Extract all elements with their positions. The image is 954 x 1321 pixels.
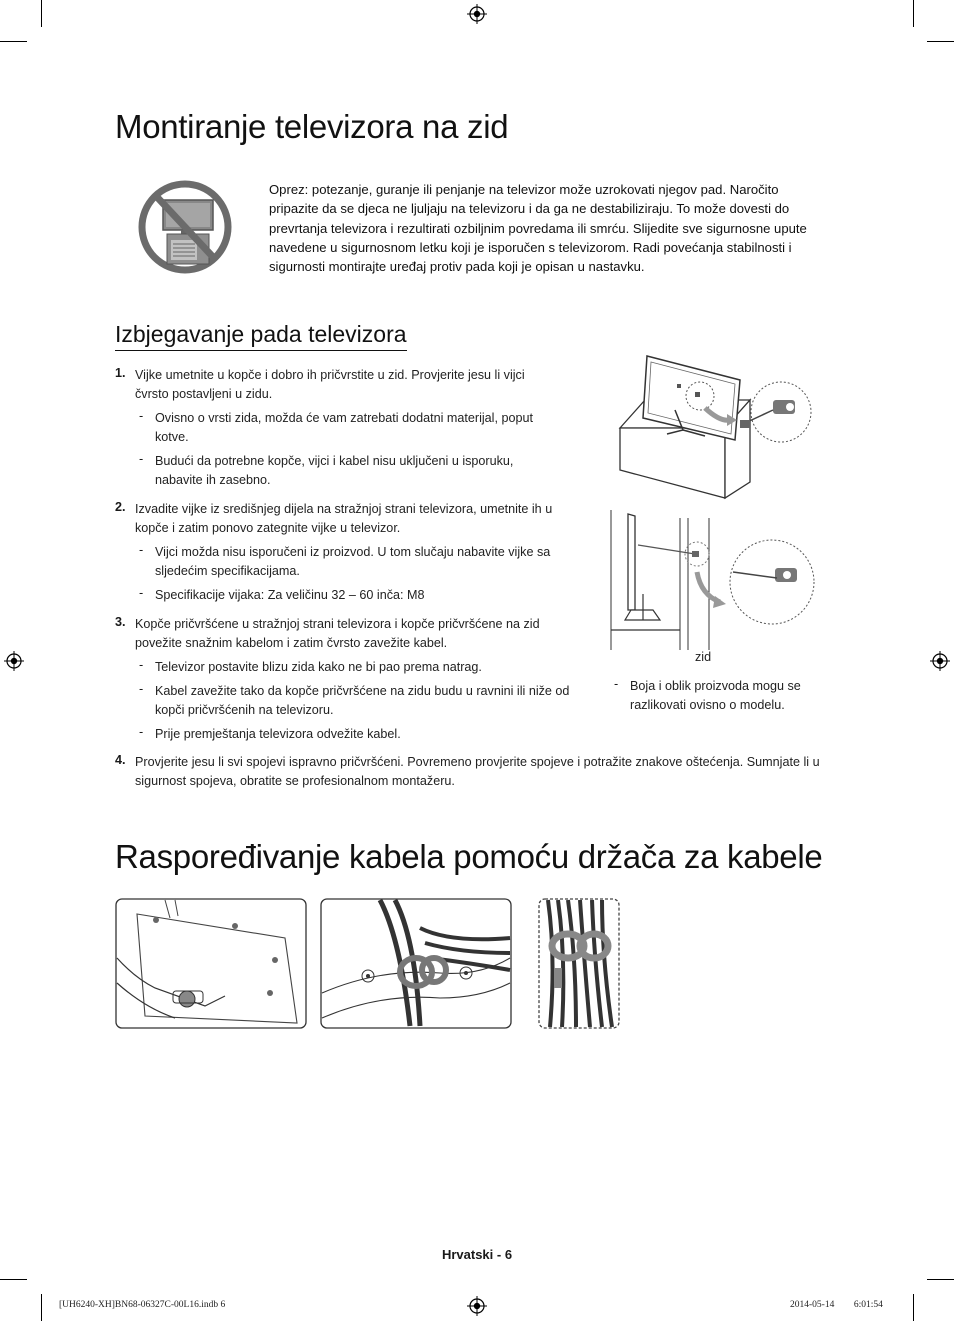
wall-label: zid	[695, 650, 712, 664]
print-slug-filename: [UH6240-XH]BN68-06327C-00L16.indb 6	[59, 1300, 226, 1310]
crop-mark	[0, 1279, 27, 1280]
step-text: Vijke umetnite u kopče i dobro ih pričvrstite u zid. Provjerite jesu li vijci čvrsto postavljeni u zidu.	[135, 368, 525, 401]
tv-stand-anchor-illustration	[605, 350, 835, 510]
note-dash: -	[139, 452, 144, 466]
step-number: 1.	[115, 366, 126, 380]
print-slug-timestamp: 2014-05-14 ￿￿ 6:01:54	[790, 1300, 883, 1310]
step-text: Izvadite vijke iz središnjeg dijela na stražnjoj strani televizora, umetnite ih u kopče i zatim ponovo zategnite vijke u televizor.	[135, 502, 553, 535]
figure-note: Boja i oblik proizvoda mogu se razlikovati ovisno o modelu.	[630, 679, 801, 712]
crop-mark	[913, 0, 914, 27]
step-number: 3.	[115, 615, 126, 629]
step-note: Prije premještanja televizora odvežite kabel.	[155, 727, 401, 741]
crop-mark	[927, 41, 954, 42]
section-subtitle: Izbjegavanje pada televizora	[115, 321, 407, 351]
crop-mark	[927, 1279, 954, 1280]
registration-mark-icon	[4, 651, 24, 671]
step-note: Televizor postavite blizu zida kako ne bi pao prema natrag.	[155, 660, 482, 674]
note-dash: -	[139, 586, 144, 600]
step-note: Ovisno o vrsti zida, možda će vam zatrebati dodatni materijal, poput kotve.	[155, 411, 533, 444]
registration-mark-icon	[467, 4, 487, 24]
cable-holder-step-1-image	[115, 898, 307, 1029]
step-note: Budući da potrebne kopče, vijci i kabel nisu uključeni u isporuku, nabavite ih zasebno.	[155, 454, 514, 487]
safety-warning-text: Oprez: potezanje, guranje ili penjanje na televizor može uzrokovati njegov pad. Naročito pripazite da se djeca ne ljuljaju na televizoru i da ga ne destabiliziraju. To može dovesti do prevrtanja televizora i rezultirati ozbiljnim povredama ili smrću. Slijedite sve sigurnosne upute navedene u sigurnosnom letku koji je isporučen s televizorom. Radi povećanja stabilnosti i sigurnosti montirajte uređaj protiv pada koji je opisan u nastavku.	[269, 182, 807, 275]
step-note: Specifikacije vijaka: Za veličinu 32 – 60 inča: M8	[155, 588, 425, 602]
step-text: Kopče pričvršćene u stražnjoj strani televizora i kopče pričvršćene na zid povežite snažnim kabelom i zatim čvrsto zavežite kabel.	[135, 617, 540, 650]
step-note: Kabel zavežite tako da kopče pričvršćene na zidu budu u ravnini ili niže od kopči pričvršćenih na televizoru.	[155, 684, 570, 717]
registration-mark-icon	[467, 1296, 487, 1316]
crop-mark	[41, 1294, 42, 1321]
cable-holder-step-3-image	[536, 898, 622, 1029]
crop-mark	[41, 0, 42, 27]
note-dash: -	[139, 658, 144, 672]
note-dash: -	[139, 725, 144, 739]
note-dash: -	[139, 543, 144, 557]
note-dash: -	[614, 677, 619, 691]
crop-mark	[913, 1294, 914, 1321]
step-number: 2.	[115, 500, 126, 514]
no-climbing-warning-icon	[137, 180, 233, 274]
cable-holder-step-2-image	[320, 898, 512, 1029]
registration-mark-icon	[930, 651, 950, 671]
crop-mark	[0, 41, 27, 42]
section-title: Raspoređivanje kabela pomoću držača za kabele	[115, 838, 823, 875]
step-note: Vijci možda nisu isporučeni iz proizvod. U tom slučaju nabavite vijke sa sljedećim specifikacijama.	[155, 545, 551, 578]
step-number: 4.	[115, 753, 126, 767]
tv-wall-cable-illustration	[605, 510, 840, 655]
page-number: Hrvatski - 6	[441, 1247, 513, 1262]
note-dash: -	[139, 409, 144, 423]
step-text: Provjerite jesu li svi spojevi ispravno pričvršćeni. Povremeno provjerite spojeve i potražite znakove oštećenja. Sumnjate li u sigurnost spojeva, obratite se profesionalnom montažeru.	[135, 755, 820, 788]
page-title: Montiranje televizora na zid	[115, 108, 509, 145]
note-dash: -	[139, 682, 144, 696]
